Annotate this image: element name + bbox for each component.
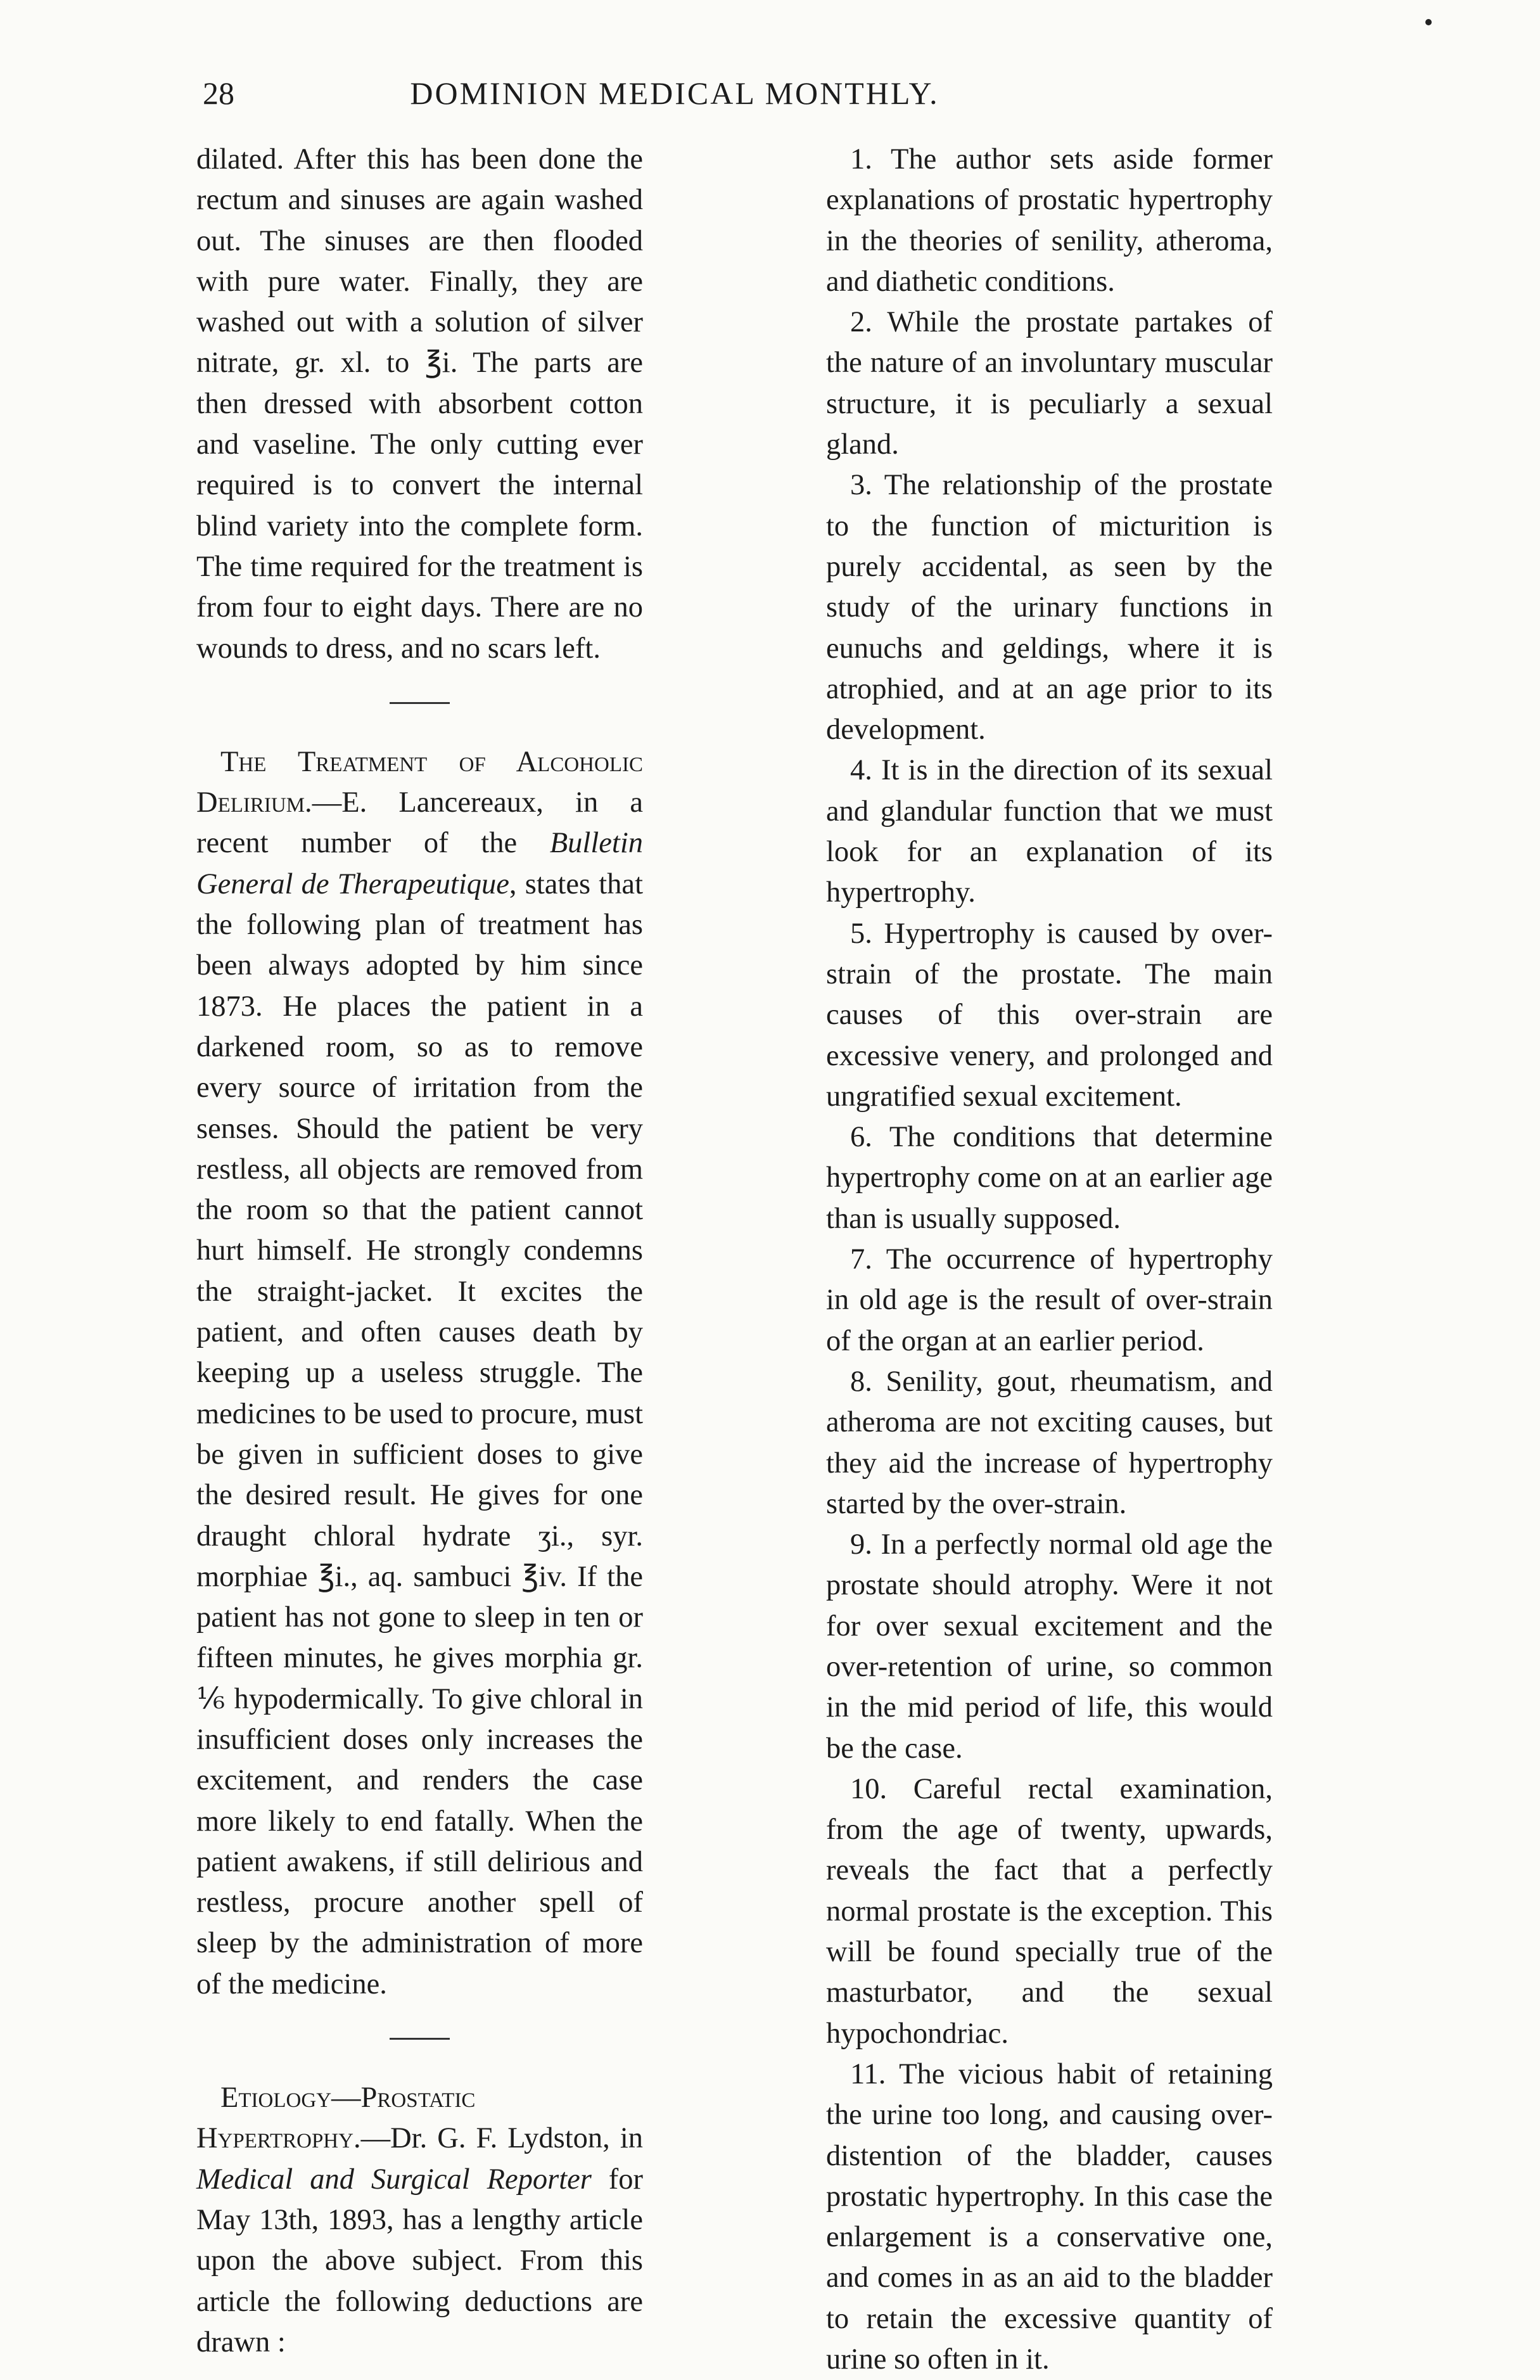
left-column bbox=[196, 139, 643, 2363]
deduction-item: 1. The author sets aside former explanations of prostatic hypertrophy in the theories of senility, atheroma, and diathetic conditions. bbox=[826, 143, 1273, 298]
continued-paragraph: dilated. After this has been done the rectum and sinuses are again washed out. The sinuses are then flooded with pure water. Finally, they are washed out with a solution of silver nitrate, gr. xl. to ℥i. The parts are then dressed with absorbent cotton and vaseline. The only cutting ever required is to convert the internal blind variety into the complete form. The time required for the treatment is from four to eight days. There are no wounds to dress, and no scars left. bbox=[196, 143, 643, 665]
article-text-body: , states that the following plan of treatment has been always adopted by him since 1873. He places the patient in a darkened room, so as to remove every source of irritation from the senses. Should the patient be very restless, all objects are removed from the room so that the patient cannot hurt himself. He strongly condemns the straight-jacket. It excites the patient, and often causes death by keeping up a useless struggle. The medicines to be used to procure, must be given in sufficient doses to give the desired result. He gives for one draught chloral hydrate ʒi., syr. morphiae ℥i., aq. sambuci ℥iv. If the patient has not gone to sleep in ten or fifteen minutes, he gives morphia gr. ⅙ hypodermically. To give chloral in insufficient doses only increases the excitement, and renders the case more likely to end fatally. When the patient awakens, if still delirious and restless, procure another spell of sleep by the administration of more of the medicine. bbox=[196, 867, 643, 2000]
article-alcoholic-delirium bbox=[196, 742, 643, 2005]
deduction-item: 11. The vicious habit of retaining the urine too long, and causing over-distention of the bladder, causes prostatic hypertrophy. In this case the enlargement is a conservative one, and comes in as an aid to the bladder to retain the excessive quantity of urine so often in it. bbox=[826, 2057, 1273, 2376]
deduction-item: 10. Careful rectal examination, from the age of twenty, upwards, reveals the fact that a perfectly normal prostate is the exception. This will be found specially true of the masturbator, and the sexual hypochondriac. bbox=[826, 1772, 1273, 2050]
page-number: 28 bbox=[203, 75, 234, 111]
deduction-item: 8. Senility, gout, rheumatism, and atheroma are not exciting causes, but they aid the increase of hypertrophy started by the over-strain. bbox=[826, 1365, 1273, 1520]
page-header bbox=[190, 68, 1159, 119]
deduction-item: 4. It is in the direction of its sexual and glandular function that we must look for an explanation of its hypertrophy. bbox=[826, 754, 1273, 909]
deduction-item: 6. The conditions that determine hypertrophy come on at an earlier age than is usually supposed. bbox=[826, 1121, 1273, 1235]
stray-ink-dot bbox=[1425, 19, 1432, 25]
article-prostatic-hypertrophy bbox=[196, 2078, 643, 2363]
journal-name: Bulletin General de Therapeutique bbox=[196, 827, 643, 900]
article-text-body: for May 13th, 1893, has a lengthy article upon the above subject. From this article the following deductions are drawn : bbox=[196, 2163, 643, 2358]
deduction-item: 5. Hypertrophy is caused by over-strain of the prostate. The main causes of this over-strain are excessive venery, and prolonged and ungratified sexual excitement. bbox=[826, 917, 1273, 1113]
article-title: Etiology—Prostatic Hypertrophy. bbox=[196, 2082, 476, 2155]
section-divider bbox=[390, 2038, 450, 2040]
right-column bbox=[826, 139, 1273, 2380]
deduction-item: 9. In a perfectly normal old age the prostate should atrophy. Were it not for over sexual excitement and the over-retention of urine, so common in the mid period of life, this would be the case. bbox=[826, 1528, 1273, 1765]
deduction-item: 2. While the prostate partakes of the nature of an involuntary muscular structure, it is peculiarly a sexual gland. bbox=[826, 306, 1273, 461]
section-divider bbox=[390, 702, 450, 704]
deduction-item: 3. The relationship of the prostate to the function of micturition is purely accidental, as seen by the study of the urinary functions in eunuchs and geldings, where it is atrophied, and at an age prior to its development. bbox=[826, 469, 1273, 746]
article-title: The Treatment of Alcoholic Delirium. bbox=[196, 745, 643, 819]
article-text-lead: —E. Lancereaux, in a recent number of the bbox=[196, 786, 643, 860]
article-text-lead: —Dr. G. F. Lydston, in bbox=[360, 2122, 643, 2155]
running-title: DOMINION MEDICAL MONTHLY. bbox=[410, 75, 939, 111]
journal-name: Medical and Surgical Reporter bbox=[196, 2163, 592, 2196]
deduction-item: 7. The occurrence of hypertrophy in old age is the result of over-strain of the organ at an earlier period. bbox=[826, 1243, 1273, 1357]
